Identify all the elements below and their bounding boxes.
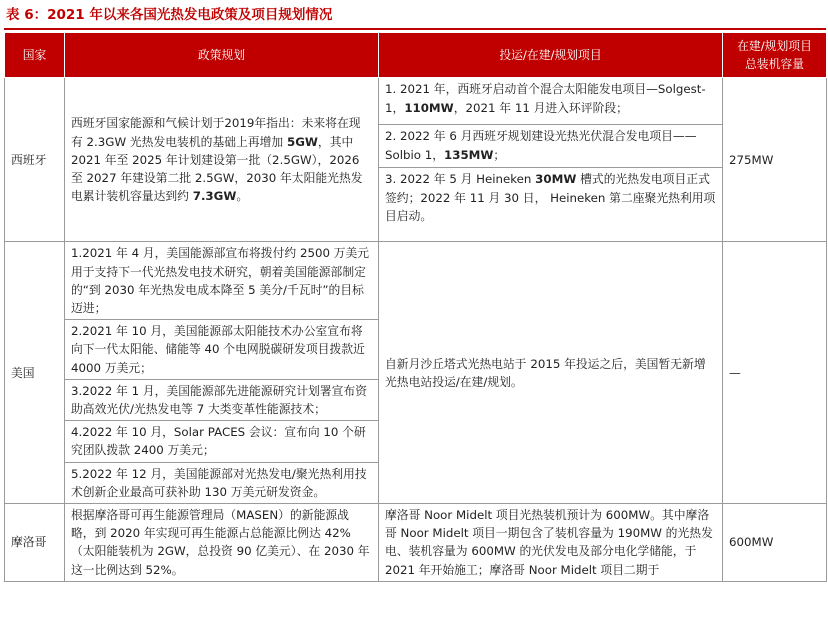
header-policy: 政策规划	[65, 33, 379, 78]
capacity-cell-spain: 275MW	[723, 78, 827, 242]
policy-cell-spain	[65, 78, 379, 242]
project-item	[379, 78, 722, 125]
project-text: ，2021 年 11 月进入环评阶段；	[453, 100, 628, 115]
table-row-usa	[5, 242, 827, 504]
project-item	[379, 125, 722, 168]
policy-item: 4.2022 年 10 月，Solar PACES 会议：宣布向 10 个研究团队拨款 2400 万美元；	[65, 421, 378, 462]
policy-cell-morocco: 根据摩洛哥可再生能源管理局（MASEN）的新能源战略，到 2020 年实现可再生能源占总能源比例达 42%（太阳能装机为 2GW，总投资 90 亿美元）、在 2030 年这一比例达到 52%。	[65, 504, 379, 582]
header-capacity-line1: 在建/规划项目	[737, 39, 812, 53]
capacity-cell-usa: —	[723, 242, 827, 504]
policy-text: ，其中 2021 年至 2025 年计划建设第一批（2.5GW），2026 至 2027 年建设第二批 2.5GW，2030 年太阳能光热发电累计装机容量达到约	[71, 134, 363, 204]
table-title: 表 6：2021 年以来各国光热发电政策及项目规划情况	[6, 7, 333, 23]
policy-text: 。	[236, 189, 249, 204]
policy-item: 2.2021 年 10 月，美国能源部太阳能技术办公室宣布将向下一代太阳能、储能等 40 个电网脱碳研发项目拨款近 4000 万美元；	[65, 320, 378, 380]
project-highlight: 135MW	[444, 147, 494, 162]
header-capacity	[723, 33, 827, 78]
header-country: 国家	[5, 33, 65, 78]
project-item	[379, 168, 722, 227]
project-text: 2. 2022 年 6 月西班牙规划建设光热光伏混合发电项目——Solbio 1，	[385, 129, 697, 162]
country-cell-spain: 西班牙	[5, 78, 65, 242]
policy-highlight: 7.3GW	[192, 189, 237, 204]
country-cell-morocco: 摩洛哥	[5, 504, 65, 582]
policy-item: 5.2022 年 12 月，美国能源部对光热发电/聚光热利用技术创新企业最高可获补助 130 万美元研发资金。	[71, 466, 367, 499]
capacity-cell-morocco: 600MW	[723, 504, 827, 582]
policy-highlight: 5GW	[286, 134, 318, 149]
project-highlight: 110MW	[404, 100, 454, 115]
project-text: 3. 2022 年 5 月 Heineken	[385, 172, 536, 187]
title-rule	[4, 28, 826, 30]
policy-text: 西班牙国家能源和气候计划于2019年指出：未来将在现有 2.3GW 光热发电装机的基础上再增加	[71, 116, 361, 149]
policy-item: 3.2022 年 1 月，美国能源部先进能源研究计划署宣布资助高效光伏/光热发电等 7 大类变革性能源技术；	[65, 380, 378, 421]
header-capacity-line2: 总装机容量	[745, 57, 804, 72]
table-row-spain	[5, 78, 827, 242]
projects-cell-morocco: 摩洛哥 Noor Midelt 项目光热装机预计为 600MW。其中摩洛哥 Noor Midelt 项目一期包含了装机容量为 190MW 的光热发电、装机容量为 600MW 的光伏发电及部分电化学储能，于 2021 年开始施工；摩洛哥 Noor Midelt 项目二期于	[379, 504, 723, 582]
project-highlight: 30MW	[535, 172, 577, 187]
country-cell-usa: 美国	[5, 242, 65, 504]
header-row	[5, 33, 827, 78]
policy-item: 1.2021 年 4 月，美国能源部宣布将拨付约 2500 万美元用于支持下一代光热发电技术研究，朝着美国能源部制定的“到 2030 年光热发电成本降至 5 美分/千瓦时”的目标迈进；	[65, 242, 378, 320]
projects-cell-usa: 自新月沙丘塔式光热电站于 2015 年投运之后，美国暂无新增光热电站投运/在建/规划。	[379, 242, 723, 504]
table-row-morocco	[5, 504, 827, 582]
policy-cell-usa	[65, 242, 379, 504]
projects-cell-spain	[379, 78, 723, 242]
project-text: ；	[493, 147, 506, 162]
policy-table	[4, 32, 827, 582]
project-text: 槽式的光热发电项目正式签约；2022 年 11 月 30 日， Heineken 第二座聚光热利用项目启动。	[385, 172, 716, 223]
header-projects: 投运/在建/规划项目	[379, 33, 723, 78]
project-text: 1. 2021 年，西班牙启动首个混合太阳能发电项目—Solgest-1，	[385, 82, 706, 115]
